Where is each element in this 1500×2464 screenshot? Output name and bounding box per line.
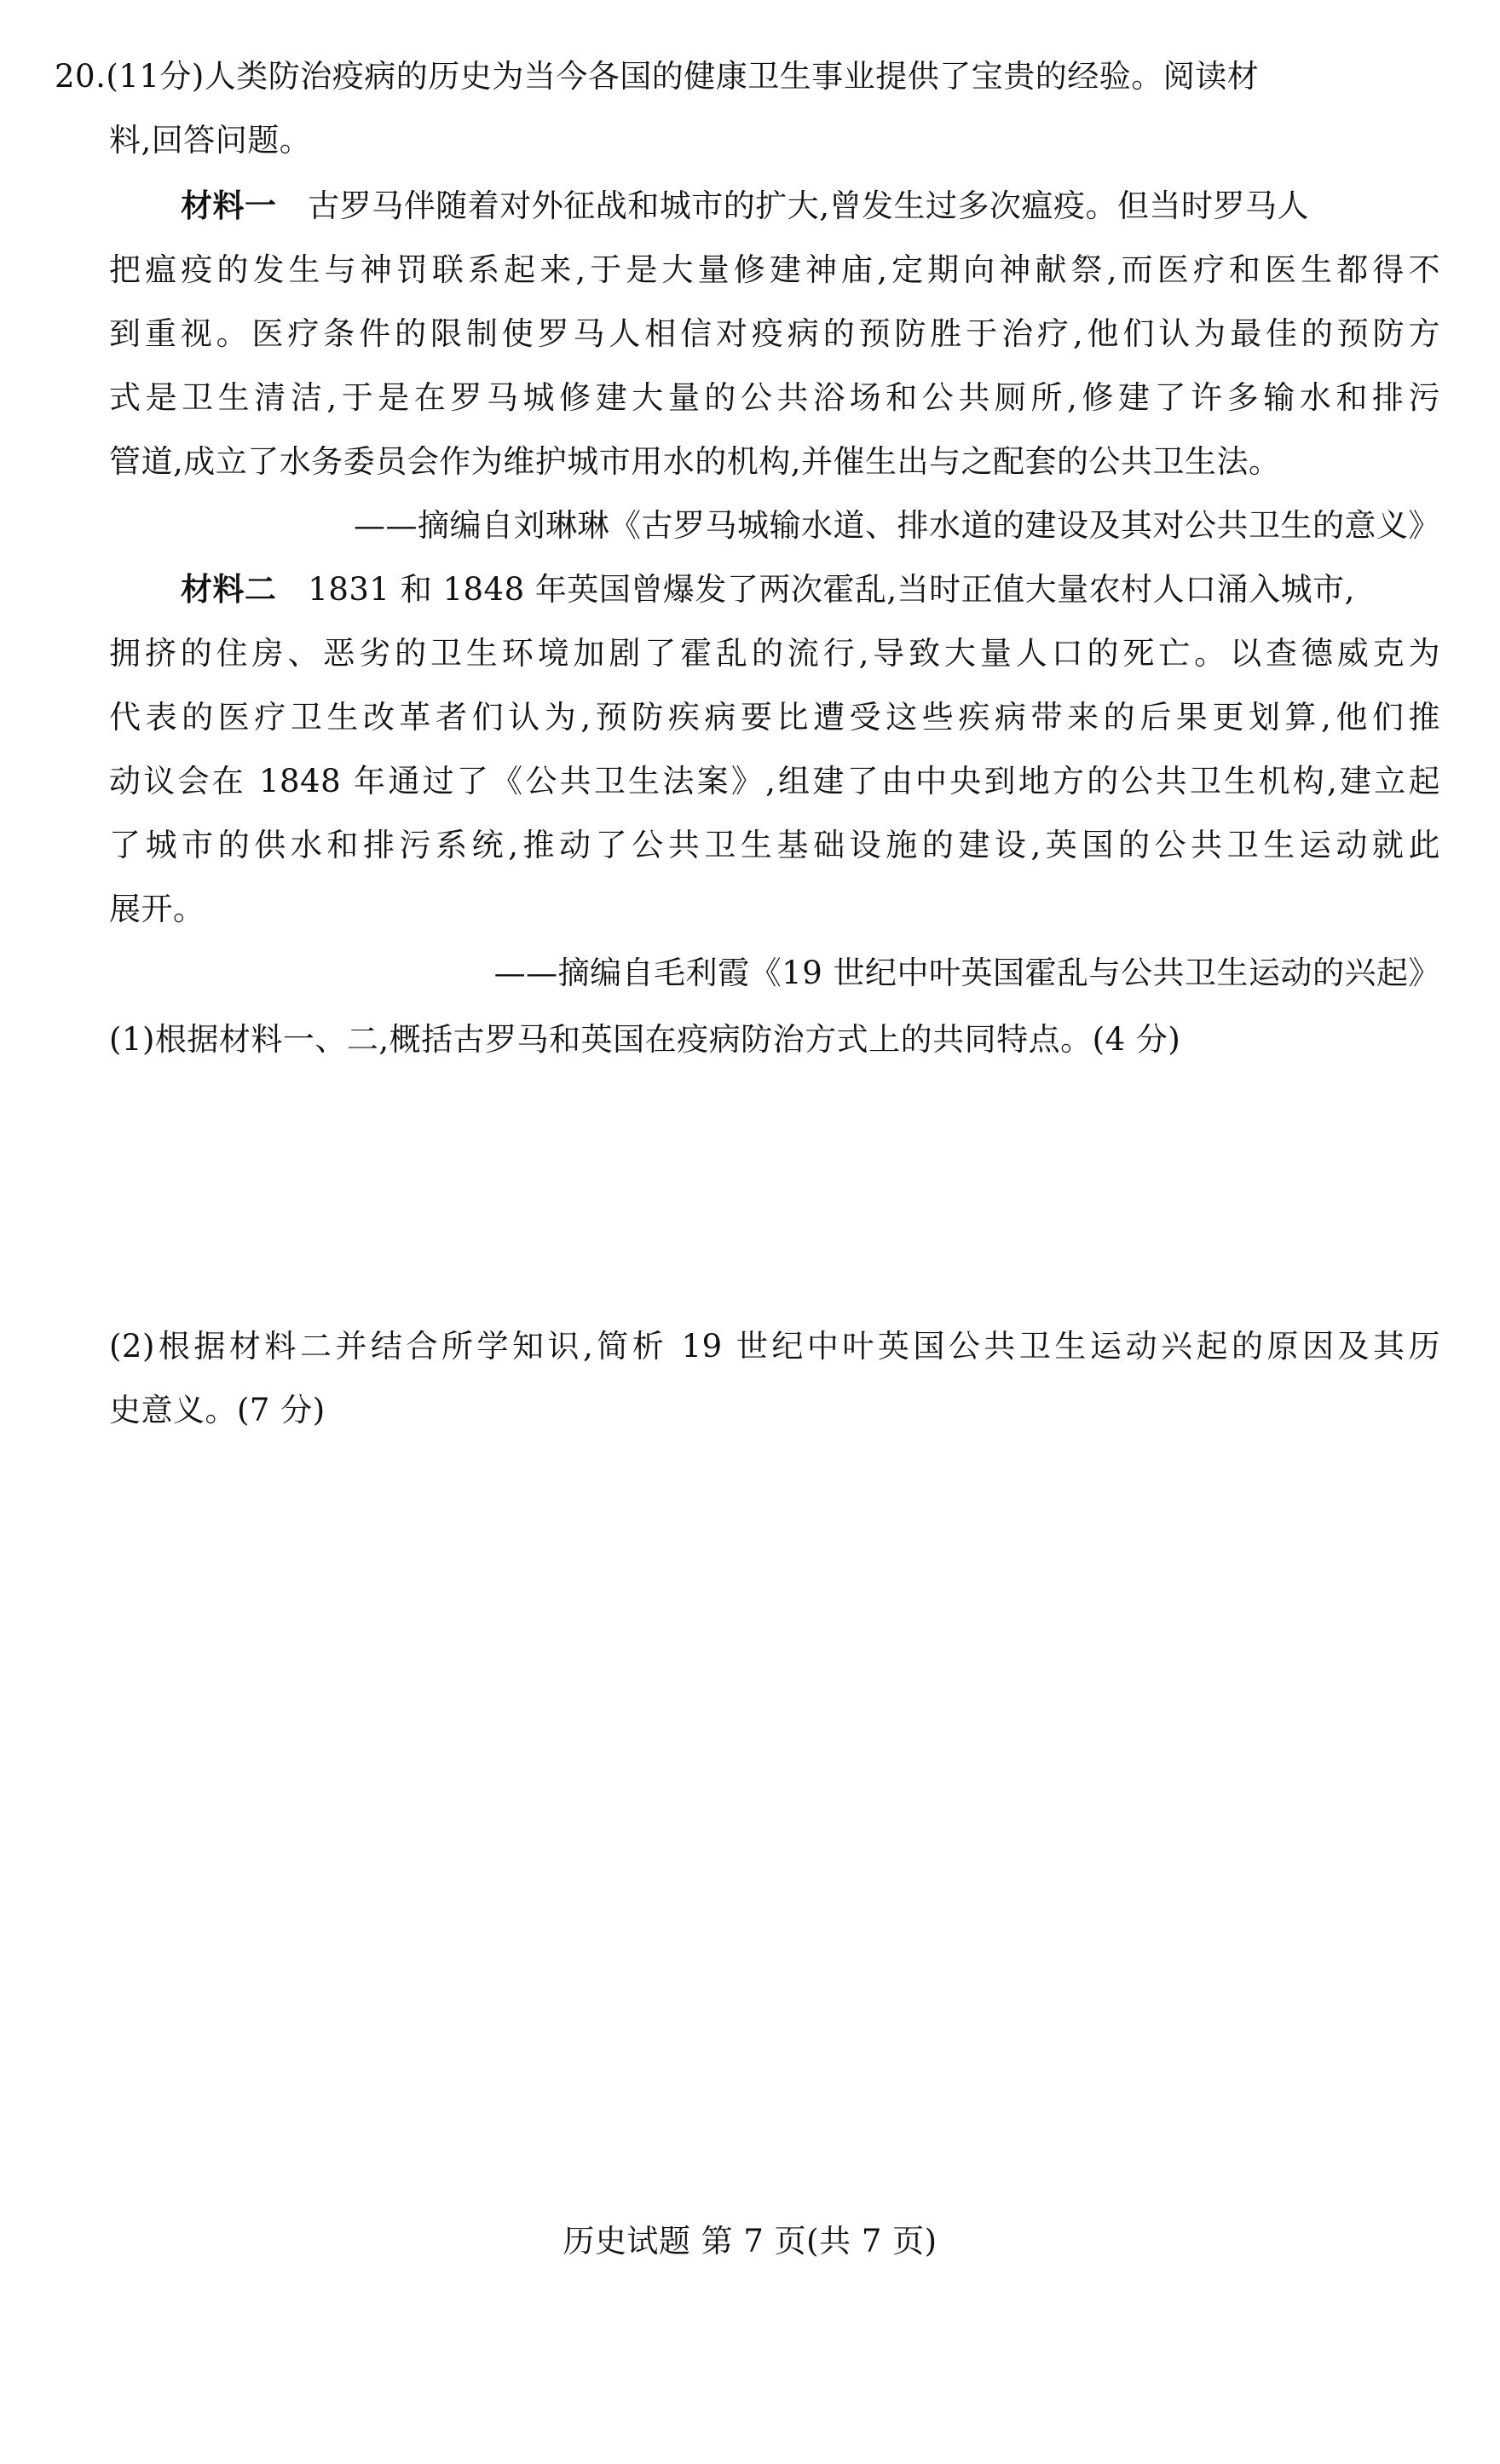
material2-source: ——摘编自毛利霞《19 世纪中叶英国霍乱与公共卫生运动的兴起》 xyxy=(493,955,1440,991)
material2-line4: 动议会在 1848 年通过了《公共卫生法案》,组建了由中央到地方的公共卫生机构,建立起 xyxy=(109,763,1440,799)
material1-line3: 到重视。医疗条件的限制使罗马人相信对疫病的预防胜于治疗,他们认为最佳的预防方 xyxy=(109,315,1440,352)
material2-line5: 了城市的供水和排污系统,推动了公共卫生基础设施的建设,英国的公共卫生运动就此 xyxy=(109,827,1440,863)
material1-label: 材料一 xyxy=(181,188,277,224)
sub-question-1: (1)根据材料一、二,概括古罗马和英国在疫病防治方式上的共同特点。(4 分) xyxy=(109,1021,1181,1058)
material2-label: 材料二 xyxy=(181,571,277,608)
material1-line2: 把瘟疫的发生与神罚联系起来,于是大量修建神庙,定期向神献祭,而医疗和医生都得不 xyxy=(109,251,1440,288)
material2-line1 xyxy=(181,568,1355,611)
material1-source: ——摘编自刘琳琳《古罗马城输水道、排水道的建设及其对公共卫生的意义》 xyxy=(354,507,1440,544)
question-header-line1 xyxy=(55,55,1259,98)
question-number: 20. xyxy=(55,58,107,95)
material1-line4: 式是卫生清洁,于是在罗马城修建大量的公共浴场和公共厕所,修建了许多输水和排污 xyxy=(109,379,1440,416)
question-header-line2: 料,回答问题。 xyxy=(109,122,312,159)
material1-line5: 管道,成立了水务委员会作为维护城市用水的机构,并催生出与之配套的公共卫生法。 xyxy=(109,443,1281,480)
material2-line2: 拥挤的住房、恶劣的卫生环境加剧了霍乱的流行,导致大量人口的死亡。以查德威克为 xyxy=(109,635,1440,672)
material2-line6: 展开。 xyxy=(109,891,205,927)
question-intro: (11分)人类防治疫病的历史为当今各国的健康卫生事业提供了宝贵的经验。阅读材 xyxy=(106,58,1260,95)
material2-line3: 代表的医疗卫生改革者们认为,预防疾病要比遭受这些疾病带来的后果更划算,他们推 xyxy=(109,699,1440,736)
page-footer: 历史试题 第 7 页(共 7 页) xyxy=(562,2223,938,2259)
material1-line1 xyxy=(181,185,1309,228)
sub-question-2-line1: (2)根据材料二并结合所学知识,简析 19 世纪中叶英国公共卫生运动兴起的原因及其历 xyxy=(109,1328,1440,1365)
material1-text: 古罗马伴随着对外征战和城市的扩大,曾发生过多次瘟疫。但当时罗马人 xyxy=(308,188,1310,224)
sub-question-2-line2: 史意义。(7 分) xyxy=(109,1392,326,1428)
material2-text: 1831 和 1848 年英国曾爆发了两次霍乱,当时正值大量农村人口涌入城市, xyxy=(308,571,1355,608)
